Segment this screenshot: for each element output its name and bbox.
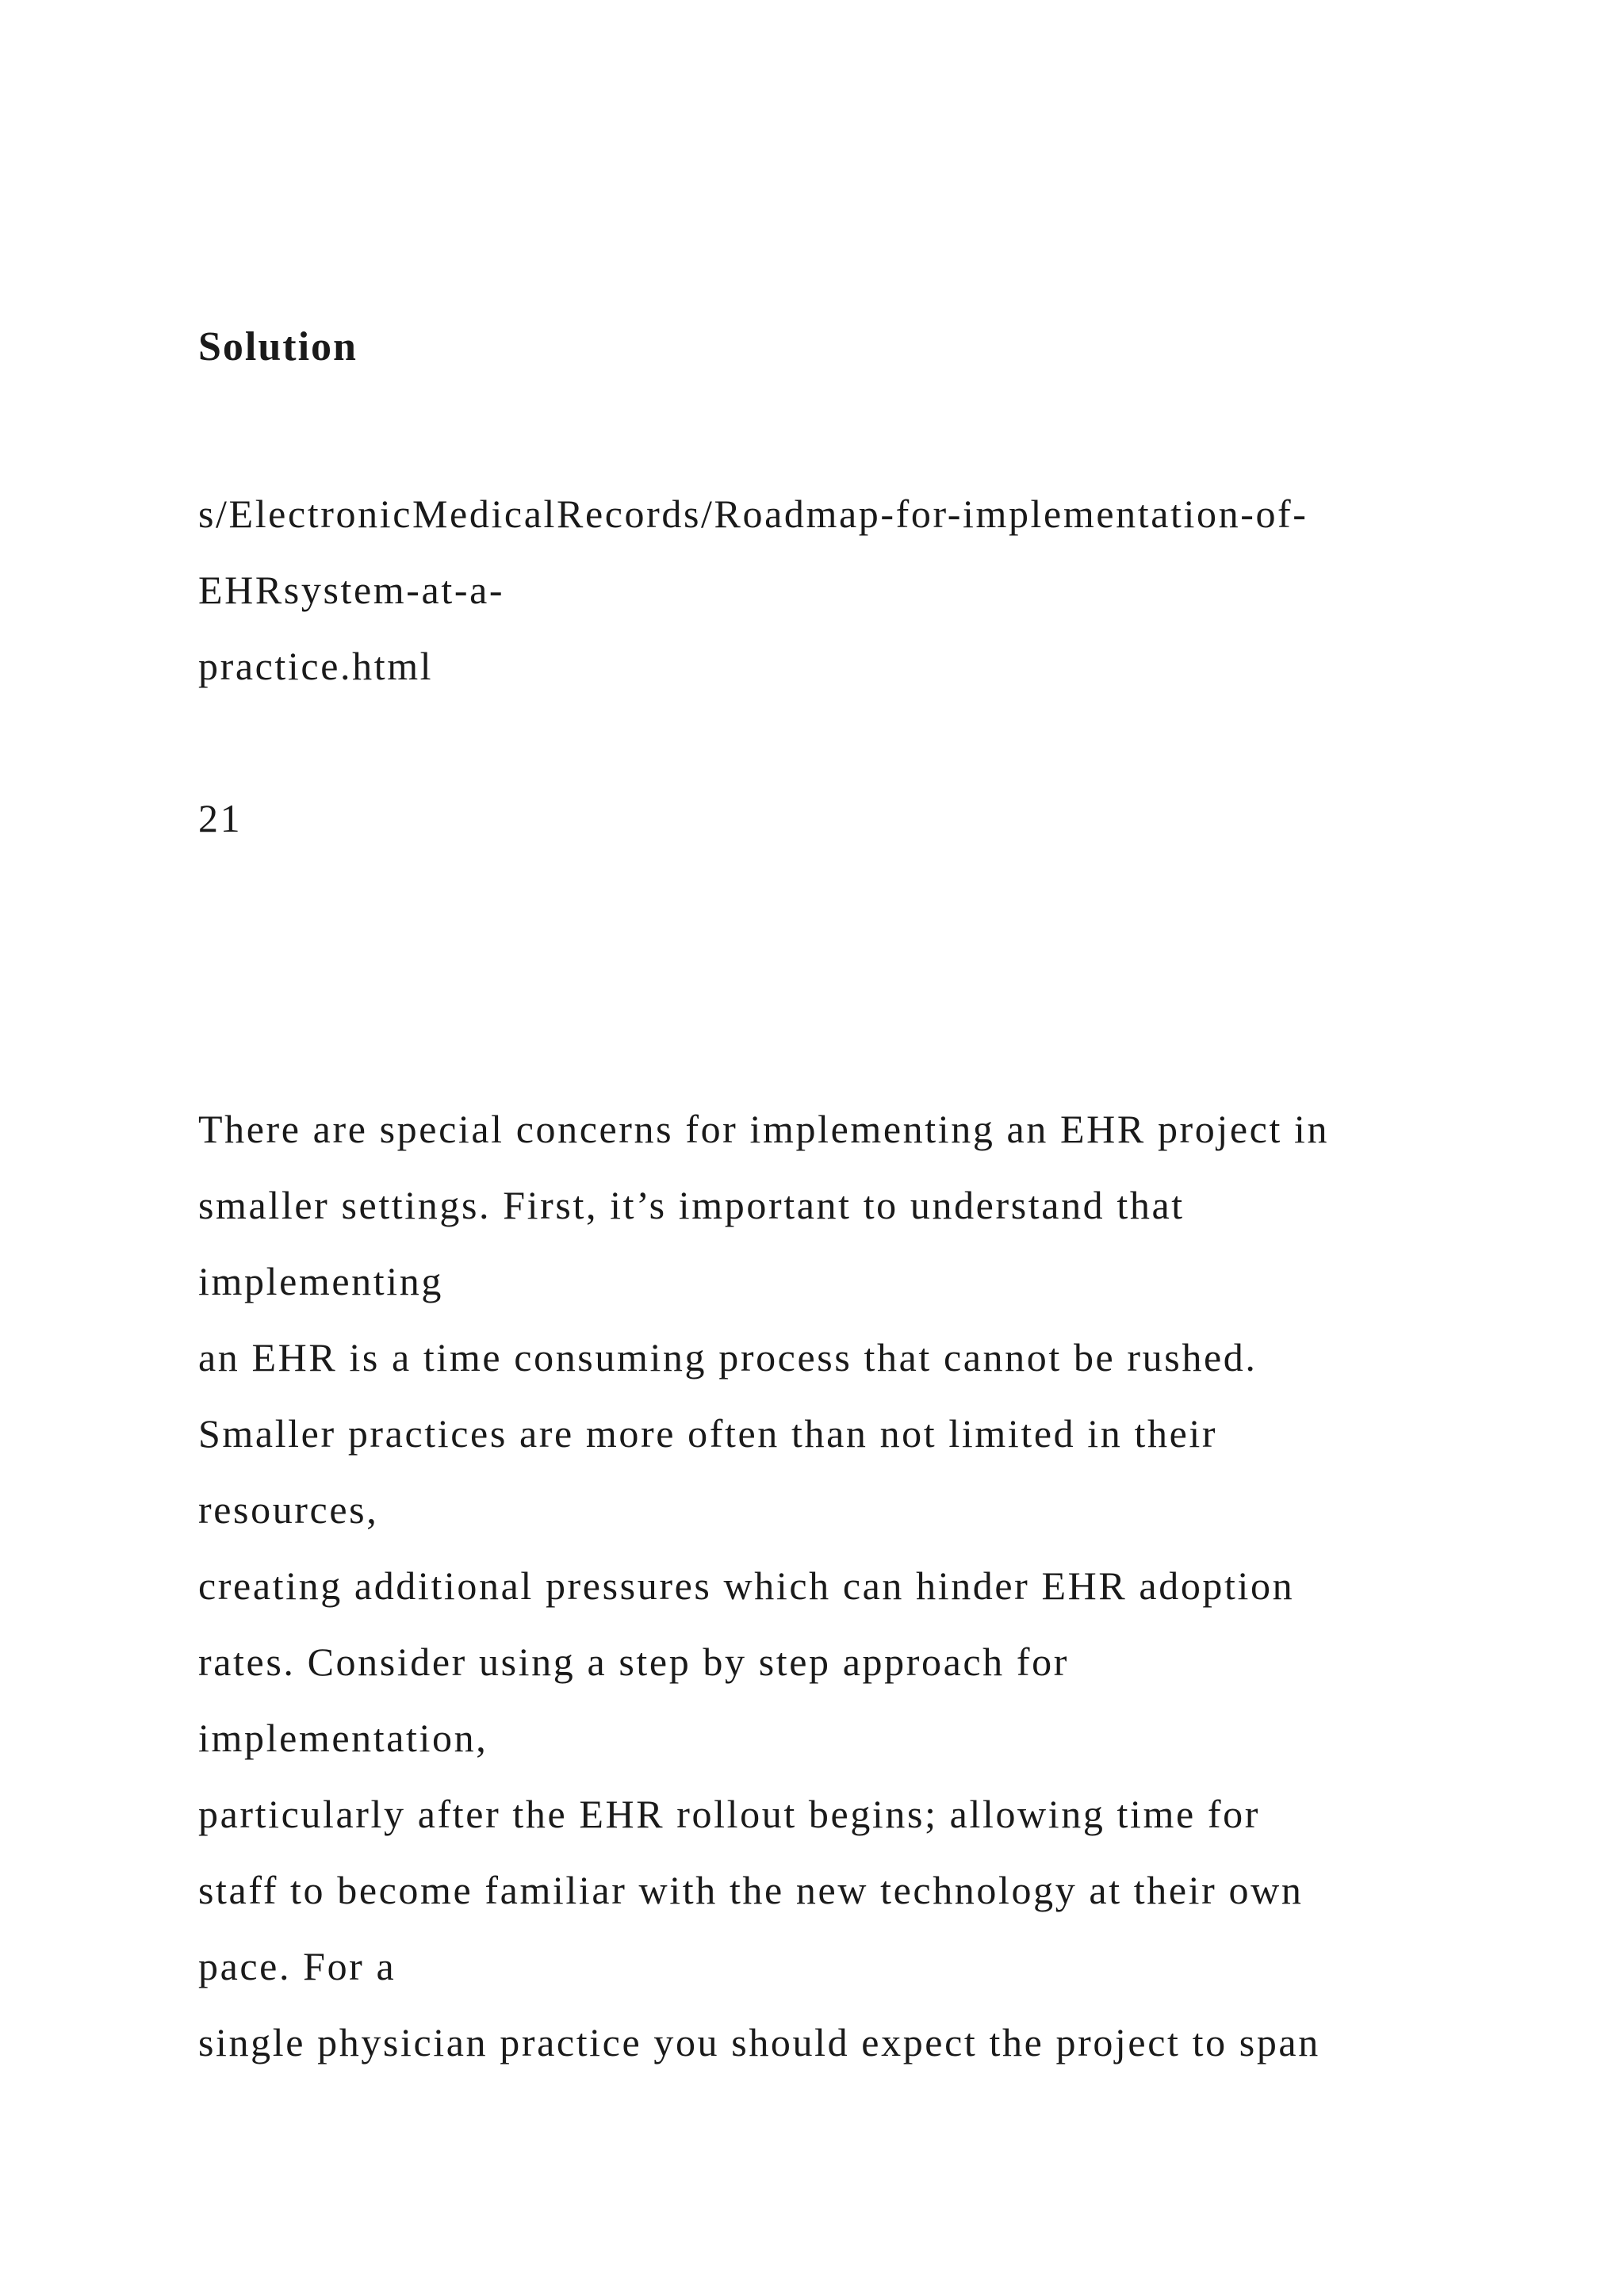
body-line: implementation,	[198, 1716, 488, 1760]
url-line: practice.html	[198, 644, 434, 688]
body-line: pace. For a	[198, 1944, 396, 1988]
body-line: staff to become familiar with the new technology at their own	[198, 1868, 1304, 1912]
body-line: rates. Consider using a step by step approach for	[198, 1640, 1069, 1684]
body-line: Smaller practices are more often than not limited in their	[198, 1411, 1218, 1456]
body-line: creating additional pressures which can hinder EHR adoption	[198, 1563, 1295, 1608]
body-line: particularly after the EHR rollout begins; allowing time for	[198, 1792, 1261, 1836]
body-line: resources,	[198, 1487, 379, 1532]
body-line: smaller settings. First, it’s important to understand that	[198, 1183, 1185, 1227]
body-line: single physician practice you should expect the project to span	[198, 2020, 1320, 2064]
reference-number: 21	[198, 796, 243, 840]
body-line: There are special concerns for implementing an EHR project in	[198, 1107, 1330, 1151]
body-line: implementing	[198, 1259, 443, 1303]
body-line: an EHR is a time consuming process that cannot be rushed.	[198, 1335, 1258, 1380]
section-heading: Solution	[198, 324, 358, 369]
url-line: EHRsystem-at-a-	[198, 568, 505, 612]
url-line: s/ElectronicMedicalRecords/Roadmap-for-implementation-of-	[198, 492, 1308, 536]
